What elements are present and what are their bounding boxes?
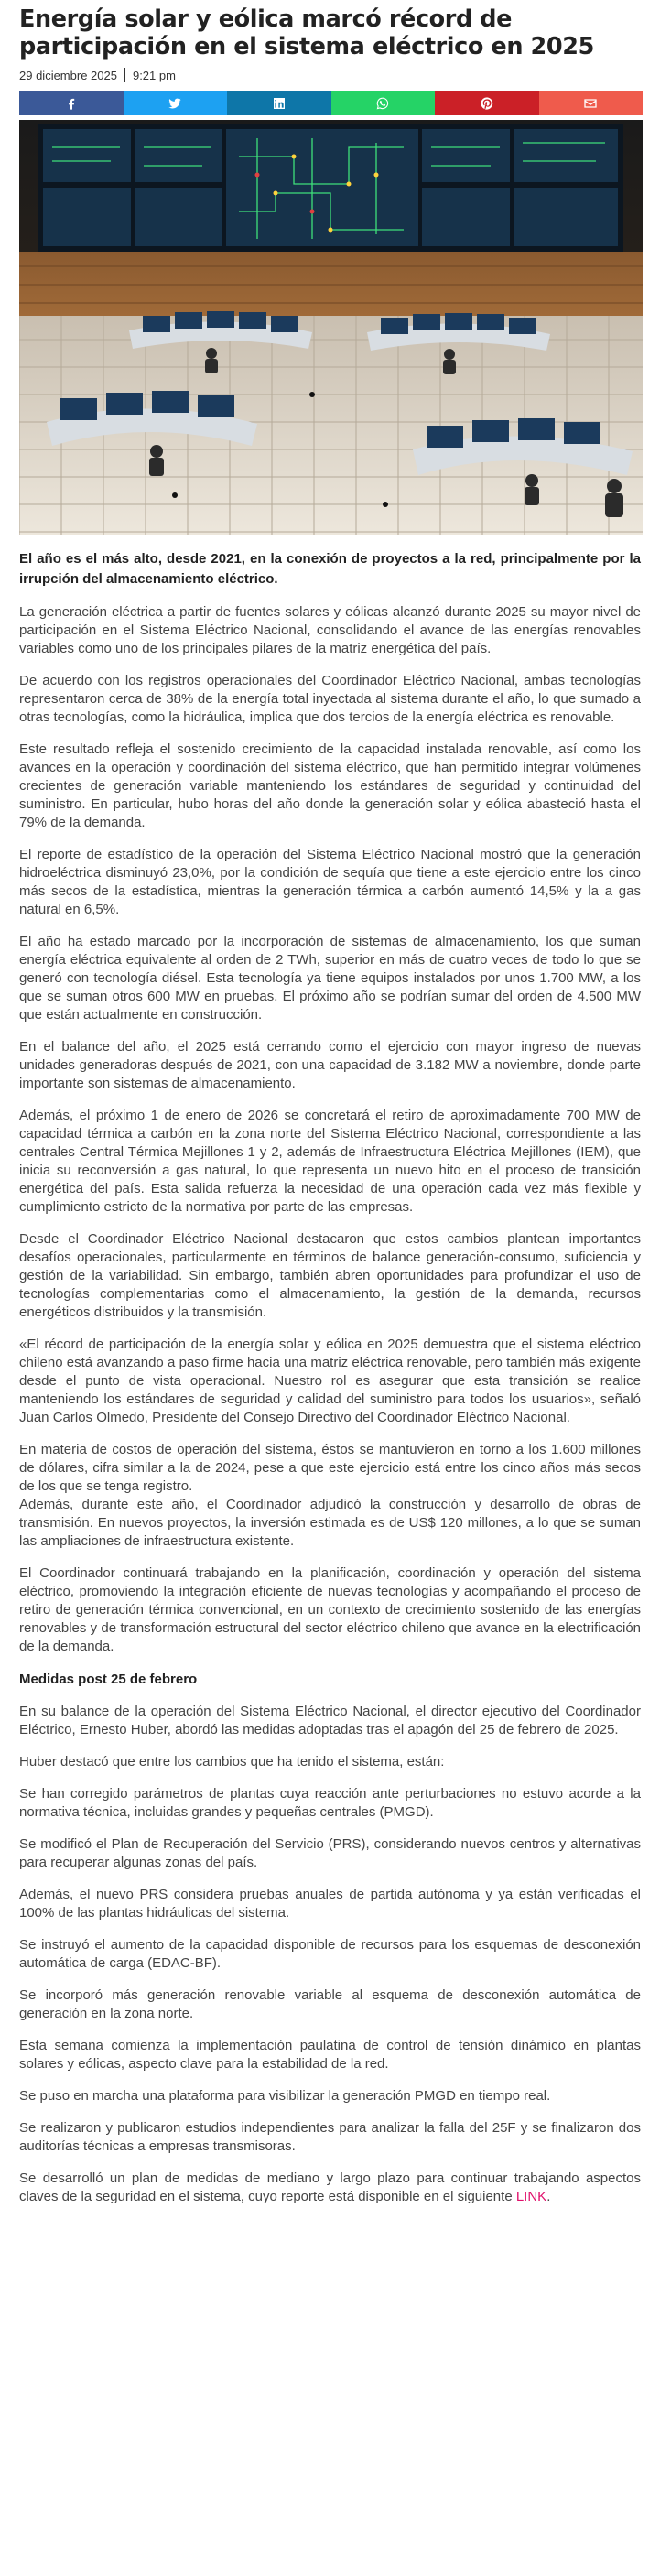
measure-item: Se incorporó más generación renovable variable al esquema de desconexión automática de generación en la zona norte. [19,1987,641,2021]
report-link[interactable]: LINK [515,2189,547,2204]
measure-item: Se puso en marcha una plataforma para visibilizar la generación PMGD en tiempo real. [19,2088,551,2104]
section-heading: Medidas post 25 de febrero [19,1672,198,1687]
twitter-icon [168,96,182,111]
paragraph: Desde el Coordinador Eléctrico Nacional destacaron que estos cambios plantean importantes desafíos operacionales, particularmente en términos de balance generación-consumo, suficiencia y gestión de la variabilidad. Sin embargo, también abren oportunidades para profundizar el uso de tecnologías complementarias como el almacenamiento, la gestión de la demanda, recursos energéticos distribuidos y la transmisión. [19,1231,641,1320]
measure-item: Se instruyó el aumento de la capacidad disponible de recursos para los esquemas de desconexión automática de carga (EDAC-BF). [19,1937,641,1971]
control-room-photo [19,120,643,535]
article-lead: El año es el más alto, desde 2021, en la conexión de proyectos a la red, principalmente por la irrupción del almacenamiento eléctrico. [19,551,641,587]
share-pinterest-button[interactable] [435,91,539,115]
final-paragraph [19,2170,641,2206]
paragraph: El Coordinador continuará trabajando en la planificación, coordinación y operación del sistema eléctrico, promoviendo la integración eficiente de nuevas tecnologías y acompañando el proceso de retiro de generación térmica convencional, en un contexto de crecimiento sostenido de las energías renovables y de transformación estructural del sector eléctrico chileno que avance en la electrificación de la demanda. [19,1565,641,1654]
facebook-icon [64,96,79,111]
paragraph: El año ha estado marcado por la incorporación de sistemas de almacenamiento, los que suman energía eléctrica equivalente al orden de 2 TWh, superior en más de cuatro veces de todo lo que se generó con tecnología diésel. Esta tecnología ya tiene equipos instalados por unos 1.700 MW, a los que se suman otros 600 MW en pruebas. El próximo año se podrían sumar del orden de 4.500 MW que están actualmente en construcción. [19,934,641,1023]
paragraph: En materia de costos de operación del sistema, éstos se mantuvieron en torno a los 1.600 millones de dólares, cifra similar a la de 2024, pese a que este ejercicio está entre los cinco años más secos de los que se tenga registro. [19,1442,641,1494]
linkedin-icon [272,96,287,111]
article-meta [19,67,641,83]
meta-divider [124,68,125,82]
article-date: 29 diciembre 2025 [19,68,117,82]
article-title: Energía solar y eólica marcó récord de participación en el sistema eléctrico en 2025 [19,5,594,60]
measure-item: Se realizaron y publicaron estudios independientes para analizar la falla del 25F y se finalizaron dos auditorías técnicas a empresas transmisoras. [19,2120,641,2154]
paragraph: Además, el próximo 1 de enero de 2026 se concretará el retiro de aproximadamente 700 MW de capacidad térmica a carbón en la zona norte del Sistema Eléctrico Nacional, correspondiente a las centrales Central Térmica Mejillones 1 y 2, además de Infraestructura Eléctrica Mejillones (IEM), que inicia su reconversión a gas natural, lo que representa un nuevo hito en el proceso de transición energética del país. Esta salida refuerza la necesidad de una operación cada vez más flexible y cumplimiento estricto de la normativa por parte de las empresas. [19,1108,641,1215]
share-twitter-button[interactable] [124,91,228,115]
measure-item: Además, el nuevo PRS considera pruebas anuales de partida autónoma y ya están verificadas el 100% de las plantas hidráulicas del sistema. [19,1887,641,1921]
email-icon [583,96,598,111]
share-whatsapp-button[interactable] [331,91,436,115]
paragraph: Este resultado refleja el sostenido crecimiento de la capacidad instalada renovable, así como los avances en la operación y coordinación del sistema eléctrico, que han permitido integrar volúmenes crecientes de generación variable manteniendo los estándares de seguridad y continuidad del suministro. En particular, hubo horas del año donde la generación solar y eólica abasteció hasta el 79% de la demanda. [19,741,641,830]
share-facebook-button[interactable] [19,91,124,115]
paragraph: En su balance de la operación del Sistema Eléctrico Nacional, el director ejecutivo del Coordinador Eléctrico, Ernesto Huber, abordó las medidas adoptadas tras el apagón del 25 de febrero de 2025. [19,1704,641,1737]
final-paragraph-text: Se desarrolló un plan de medidas de mediano y largo plazo para continuar trabajando aspectos claves de la seguridad en el sistema, cuyo reporte está disponible en el siguiente [19,2170,641,2204]
paragraph: En el balance del año, el 2025 está cerrando como el ejercicio con mayor ingreso de nuevas unidades generadoras después de 2021, con una capacidad de 3.182 MW a noviembre, donde parte importante son sistemas de almacenamiento. [19,1039,641,1091]
whatsapp-icon [375,96,390,111]
final-punct: . [546,2189,551,2204]
measure-item: Se modificó el Plan de Recuperación del Servicio (PRS), considerando nuevos centros y alternativas para recuperar algunas zonas del país. [19,1836,641,1870]
paragraph: Huber destacó que entre los cambios que ha tenido el sistema, están: [19,1754,445,1770]
share-email-button[interactable] [539,91,644,115]
article-time: 9:21 pm [132,68,176,82]
quote-paragraph: «El récord de participación de la energía solar y eólica en 2025 demuestra que el sistema eléctrico chileno está avanzando a paso firme hacia una matriz eléctrica renovable, pero también más exigente desde el punto de vista operacional. Nuestro rol es asegurar que esta transición se realice manteniendo los estándares de seguridad y calidad del suministro para todos los usuarios», señaló Juan Carlos Olmedo, Presidente del Consejo Directivo del Coordinador Eléctrico Nacional. [19,1337,641,1425]
share-bar [19,91,643,115]
measure-item: Esta semana comienza la implementación paulatina de control de tensión dinámico en plantas solares y eólicas, aspecto clave para la estabilidad de la red. [19,2038,641,2072]
paragraph: El reporte de estadístico de la operación del Sistema Eléctrico Nacional mostró que la generación hidroeléctrica disminuyó 23,0%, por la condición de sequía que tiene a este ejercicio entre los cinco más secos de la estadística, mientras la generación térmica a carbón aumentó 14,5% y la a gas natural en 6,5%. [19,847,641,917]
paragraph: Además, durante este año, el Coordinador adjudicó la construcción y desarrollo de obras de transmisión. En nuevos proyectos, la inversión estimada es de US$ 120 millones, a lo que se suman las ampliaciones de infraestructura existente. [19,1497,641,1549]
pinterest-icon [480,96,494,111]
article-body [19,603,641,2206]
paragraph: La generación eléctrica a partir de fuentes solares y eólicas alcanzó durante 2025 su mayor nivel de participación en el Sistema Eléctrico Nacional, consolidando el avance de las energías renovables variables como uno de los principales pilares de la matriz energética del país. [19,604,641,656]
measure-item: Se han corregido parámetros de plantas cuya reacción ante perturbaciones no estuvo acorde a la normativa técnica, incluidas grandes y pequeñas centrales (PMGD). [19,1786,641,1820]
share-linkedin-button[interactable] [227,91,331,115]
paragraph: De acuerdo con los registros operacionales del Coordinador Eléctrico Nacional, ambas tecnologías representaron cerca de 38% de la energía total inyectada al sistema durante el año, lo que sumado a otras tecnologías, como la hidráulica, implica que dos tercios de la energía eléctrica es renovable. [19,673,641,725]
